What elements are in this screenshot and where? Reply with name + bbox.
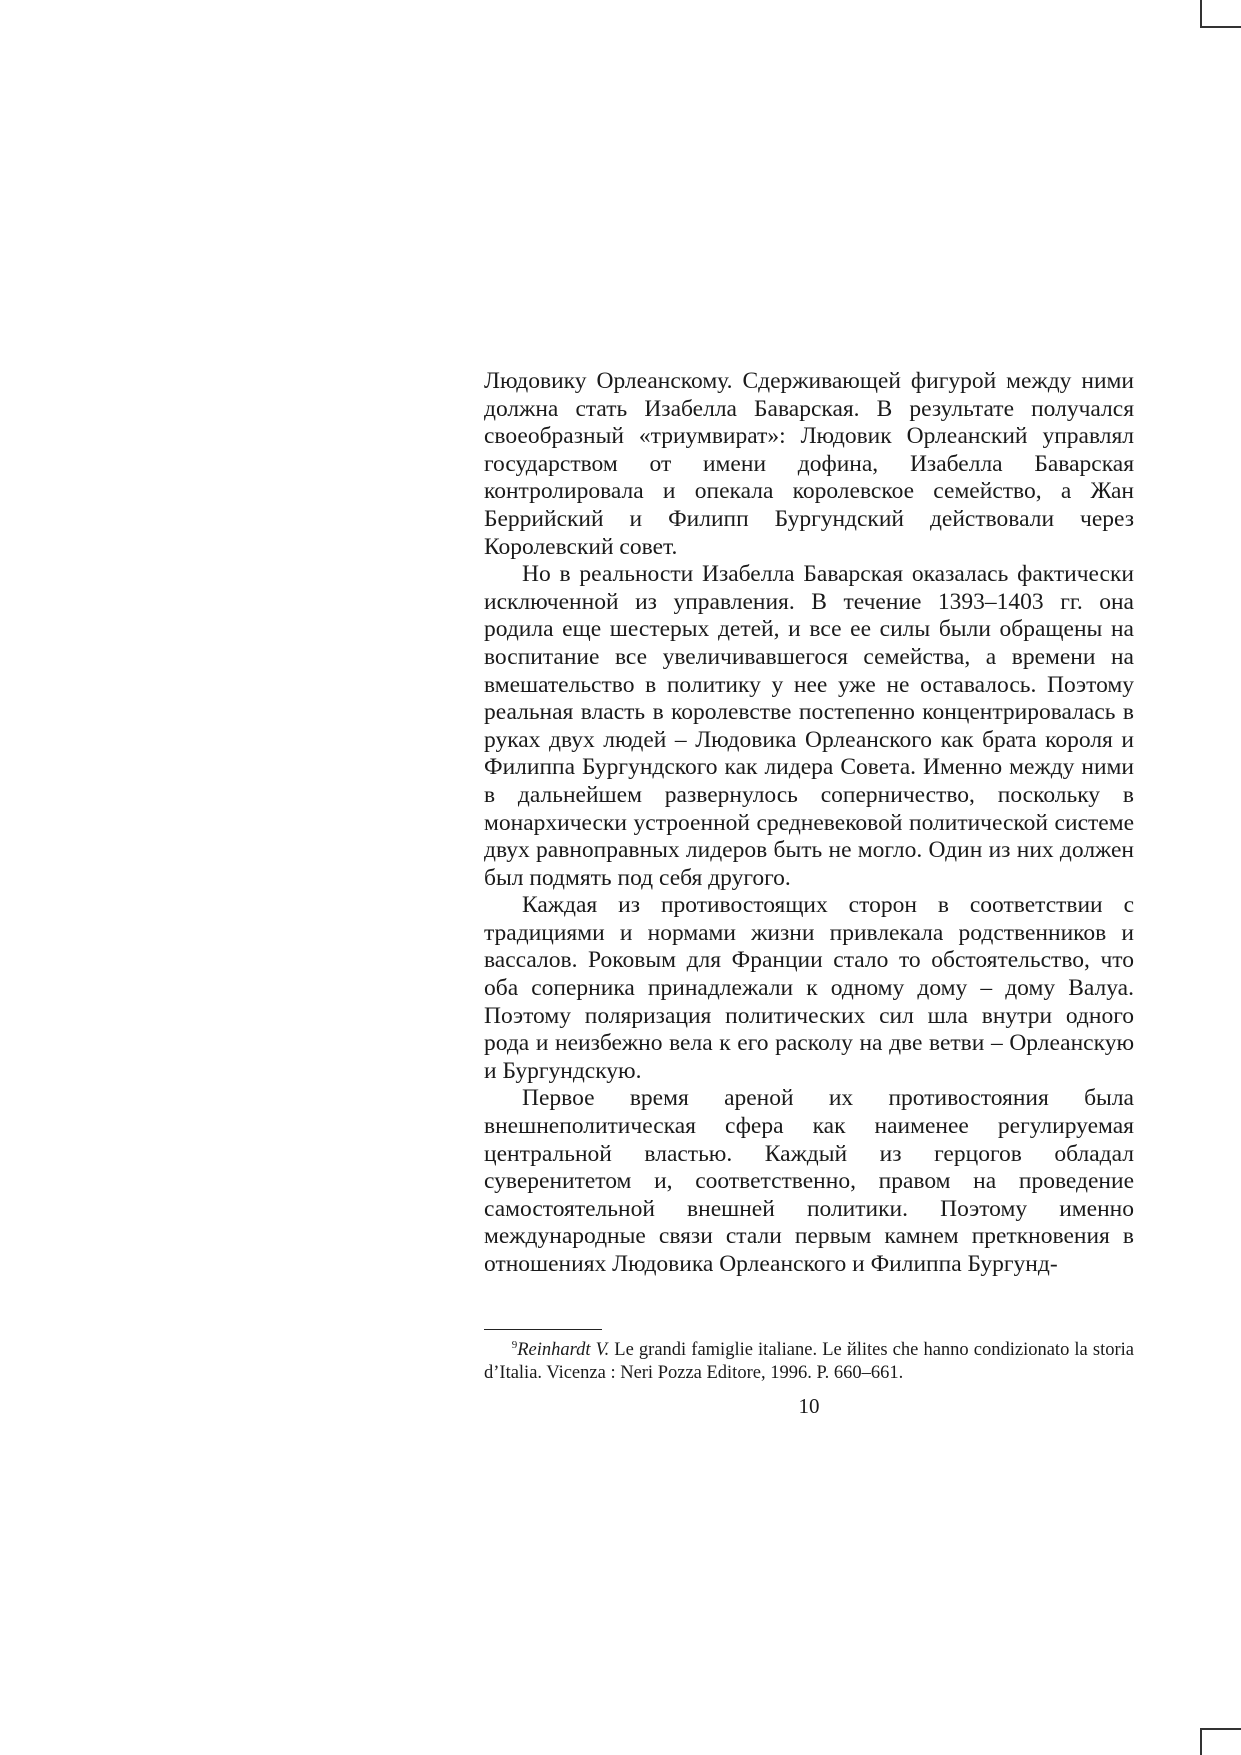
paragraph: Но в реальности Изабелла Баварская оказалась фактически исключенной из управления. В течение 1393–1403 гг. она родила еще шестерых детей, и все ее силы были обращены на воспитание все увеличивавшегося семейства, а времени на вмешательство в политику у нее уже не оставалось. Поэтому реальная власть в королевстве постепенно концентрировалась в руках двух людей – Людовика Орлеанского как брата короля и Филиппа Бургундского как лидера Совета. Именно между ними в дальнейшем развернулось соперничество, поскольку в монархически устроенной средневековой политической системе двух равноправных лидеров быть не могло. Один из них должен был подмять под себя другого. bbox=[484, 561, 1134, 891]
paragraph: Первое время ареной их противостояния была внешнеполитическая сфера как наименее регулируемая центральной властью. Каждый из герцогов обладал суверенитетом и, соответственно, правом на проведение самостоятельной внешней политики. Поэтому именно международные связи стали первым камнем преткновения в отношениях Людовика Орлеанского и Филиппа Бургунд- bbox=[484, 1085, 1134, 1277]
page-number: 10 bbox=[798, 1394, 820, 1418]
paragraph: Каждая из противостоящих сторон в соответствии с традициями и нормами жизни привлекала родственников и вассалов. Роковым для Франции стало то обстоятельство, что оба соперника принадлежали к одному дому – дому Валуа. Поэтому поляризация политических сил шла внутри одного рода и неизбежно вела к его расколу на две ветви – Орлеанскую и Бургундскую. bbox=[484, 892, 1134, 1084]
footnote-text: Le grandi famiglie italiane. Le йlites che hanno condizionato la storia d’Italia. Vicenza : Neri Pozza Editore, 1996. P. 660–661. bbox=[484, 1340, 1134, 1383]
crop-mark-top-horizontal bbox=[1200, 26, 1241, 28]
paragraph-continued: Людовику Орлеанскому. Сдерживающей фигурой между ними должна стать Изабелла Баварская. В результате получался своеобразный «триумвират»: Людовик Орлеанский управлял государством от имени дофина, Изабелла Баварская контролировала и опекала королевское семейство, а Жан Беррийский и Филипп Бургундский действовали через Королевский совет. bbox=[484, 368, 1134, 560]
footnote bbox=[484, 1339, 1134, 1385]
footnote-separator bbox=[484, 1329, 602, 1330]
crop-mark-bottom-vertical bbox=[1200, 1728, 1202, 1755]
crop-mark-top-vertical bbox=[1200, 0, 1202, 28]
body-text bbox=[484, 368, 1134, 1279]
footnote-mark: 9 bbox=[511, 1338, 518, 1351]
footnote-author: Reinhardt V. bbox=[517, 1340, 610, 1360]
crop-mark-bottom-horizontal bbox=[1200, 1728, 1241, 1730]
